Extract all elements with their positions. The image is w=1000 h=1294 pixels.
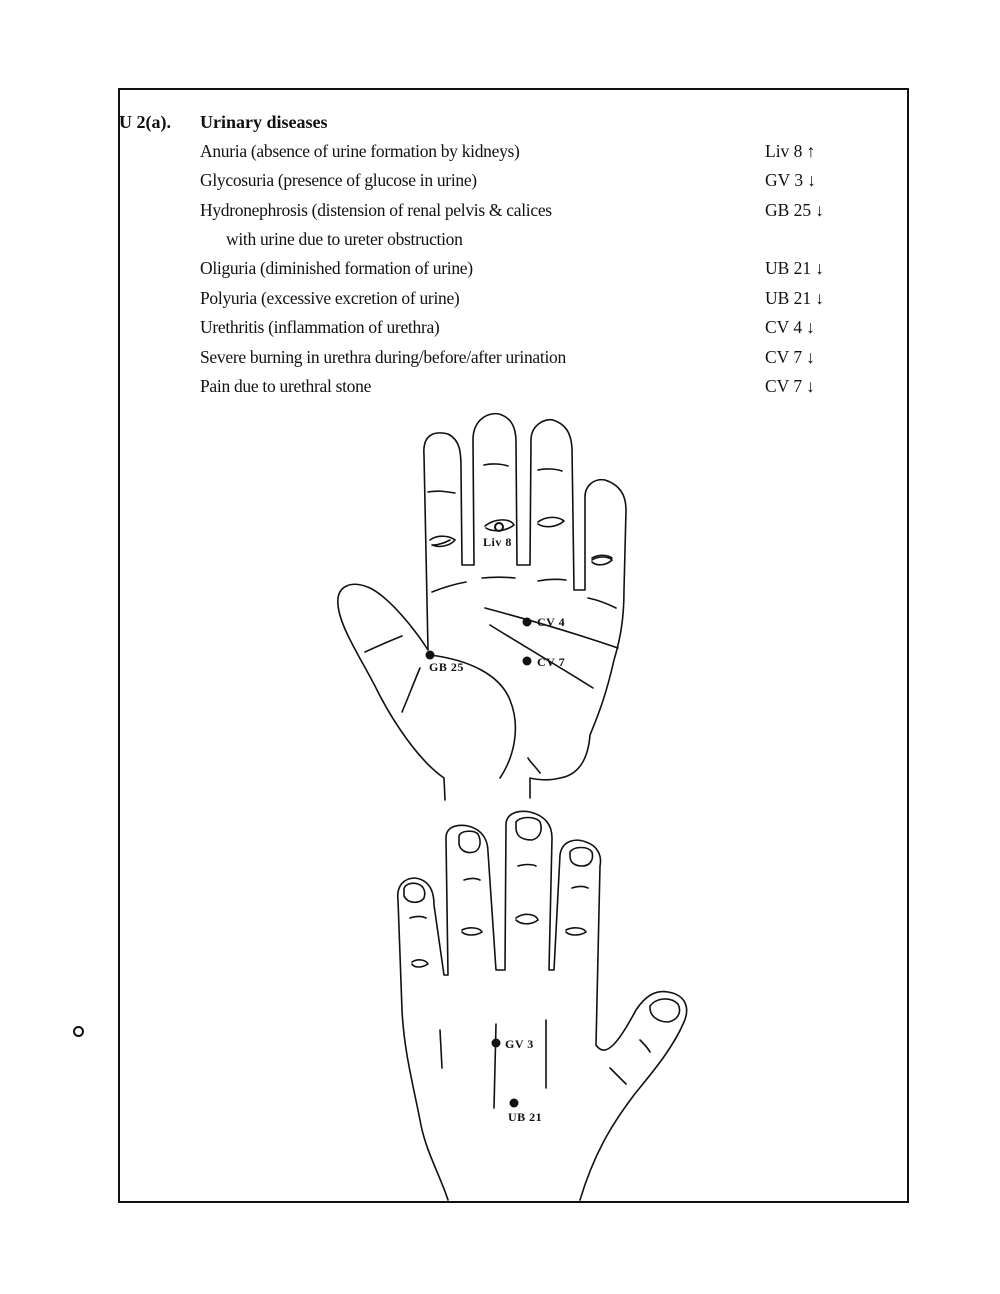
point-code: CV 7 bbox=[765, 347, 803, 367]
fingernail bbox=[650, 999, 680, 1022]
tendon-line bbox=[440, 1030, 442, 1068]
finger-crease bbox=[428, 491, 455, 493]
knuckle-crease bbox=[462, 928, 482, 935]
point-label: CV 7 bbox=[537, 655, 566, 669]
condition-text: Urethritis (inflammation of urethra) bbox=[200, 317, 440, 337]
point-code: CV 7 bbox=[765, 376, 803, 396]
palm-line bbox=[528, 758, 540, 773]
fingernail bbox=[459, 831, 480, 852]
point-code: UB 21 bbox=[765, 258, 812, 278]
point-code: Liv 8 bbox=[765, 141, 803, 161]
condition-text: Hydronephrosis (distension of renal pelvis & calices bbox=[200, 200, 552, 220]
point-label: GV 3 bbox=[505, 1037, 534, 1051]
point-marker bbox=[426, 651, 435, 660]
stray-circle-mark bbox=[73, 1026, 84, 1037]
arrow-up-icon: ↑ bbox=[806, 141, 816, 161]
palm-diagram bbox=[338, 414, 626, 800]
back-of-hand-diagram bbox=[398, 811, 687, 1200]
condition-text: Pain due to urethral stone bbox=[200, 376, 372, 396]
palm-outline bbox=[338, 414, 626, 800]
point-code: GB 25 bbox=[765, 200, 812, 220]
point-code: CV 4 bbox=[765, 317, 803, 337]
knuckle-crease bbox=[566, 928, 586, 935]
fingernail bbox=[404, 883, 425, 902]
section-title: Urinary diseases bbox=[200, 112, 328, 132]
point-label: CV 4 bbox=[537, 615, 566, 629]
finger-crease bbox=[484, 464, 508, 466]
palm-line bbox=[365, 636, 402, 652]
knuckle-crease bbox=[412, 960, 428, 967]
point-label: GB 25 bbox=[429, 660, 464, 674]
point-label: UB 21 bbox=[508, 1110, 543, 1124]
knuckle-crease bbox=[610, 1068, 626, 1084]
section-number: U 2(a). bbox=[119, 112, 171, 132]
point-code: GV 3 bbox=[765, 170, 804, 190]
finger-crease bbox=[430, 536, 455, 546]
point-marker bbox=[492, 1039, 501, 1048]
palm-line bbox=[538, 579, 566, 581]
arrow-down-icon: ↓ bbox=[806, 376, 815, 396]
tendon-line bbox=[494, 1024, 496, 1108]
knuckle-crease bbox=[572, 887, 588, 889]
knuckle-crease bbox=[410, 917, 426, 919]
condition-text: Anuria (absence of urine formation by kidneys) bbox=[200, 141, 520, 161]
palm-line bbox=[402, 668, 420, 712]
palm-line bbox=[588, 598, 616, 608]
arrow-down-icon: ↓ bbox=[815, 258, 824, 278]
fingernail bbox=[516, 818, 541, 841]
finger-crease bbox=[485, 520, 514, 531]
hand-outline bbox=[398, 811, 687, 1200]
point-marker bbox=[523, 618, 532, 627]
fingernail bbox=[570, 848, 593, 867]
condition-text: with urine due to ureter obstruction bbox=[226, 229, 463, 249]
point-label: Liv 8 bbox=[483, 535, 512, 549]
condition-text: Oliguria (diminished formation of urine) bbox=[200, 258, 473, 278]
condition-text: Glycosuria (presence of glucose in urine) bbox=[200, 170, 477, 190]
arrow-down-icon: ↓ bbox=[806, 347, 815, 367]
knuckle-crease bbox=[640, 1040, 650, 1052]
finger-crease bbox=[538, 517, 564, 526]
point-marker bbox=[495, 523, 503, 531]
finger-crease bbox=[592, 557, 612, 565]
arrow-down-icon: ↓ bbox=[815, 200, 824, 220]
palm-line bbox=[432, 582, 466, 592]
knuckle-crease bbox=[518, 865, 536, 867]
point-code: UB 21 bbox=[765, 288, 812, 308]
point-marker bbox=[510, 1099, 519, 1108]
condition-text: Severe burning in urethra during/before/after urination bbox=[200, 347, 566, 367]
arrow-down-icon: ↓ bbox=[815, 288, 824, 308]
condition-text: Polyuria (excessive excretion of urine) bbox=[200, 288, 460, 308]
point-marker bbox=[523, 657, 532, 666]
palm-line bbox=[482, 577, 515, 578]
arrow-down-icon: ↓ bbox=[807, 170, 816, 190]
knuckle-crease bbox=[516, 914, 538, 923]
knuckle-crease bbox=[464, 879, 480, 881]
finger-crease bbox=[538, 469, 562, 471]
arrow-down-icon: ↓ bbox=[806, 317, 815, 337]
